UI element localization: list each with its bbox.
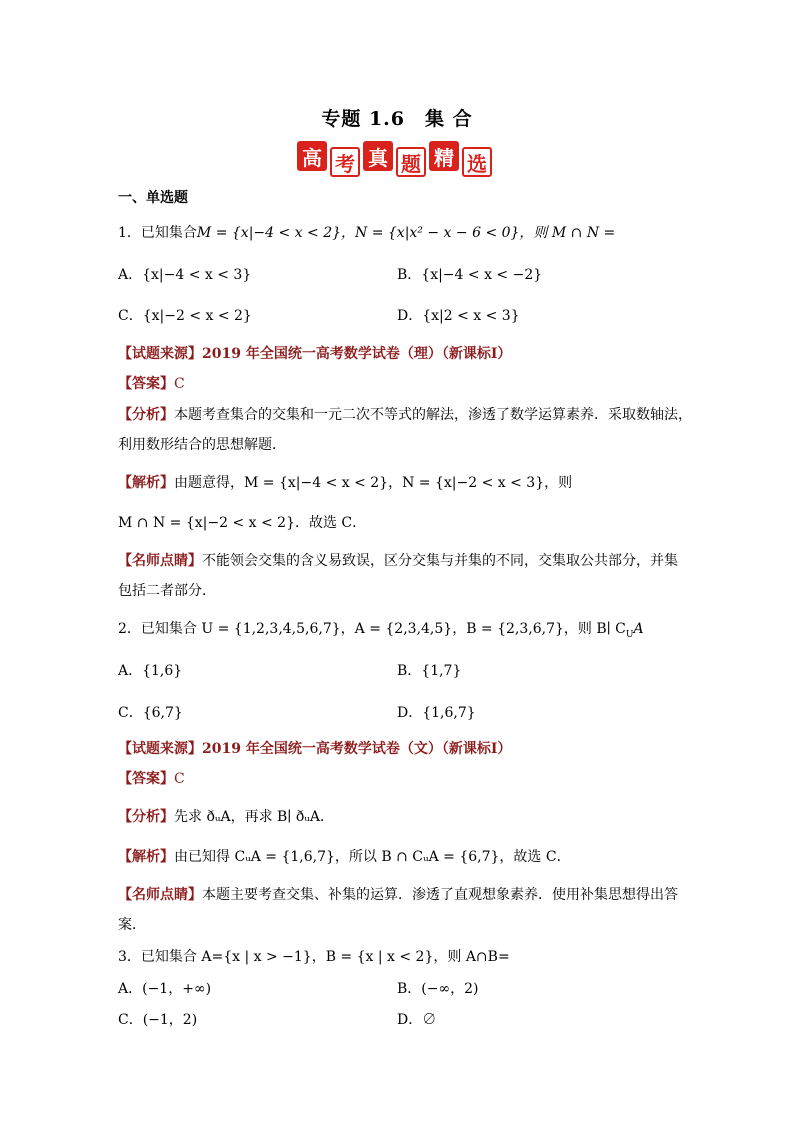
question-1-solution-cont: M ∩ N = {x|−2 < x < 2}．故选 C．	[118, 515, 367, 531]
question-2-analysis	[118, 806, 334, 826]
analysis-text: 本题考查集合的交集和一元二次不等式的解法，渗透了数学运算素养．采取数轴法，	[174, 407, 692, 423]
question-2-tip-cont: 案．	[118, 917, 146, 933]
question-1-analysis	[118, 404, 692, 424]
analysis-tag: 【分析】	[118, 407, 174, 423]
answer-tag: 【答案】	[118, 376, 174, 392]
question-2-source	[118, 738, 511, 758]
banner-char: 题	[396, 147, 426, 177]
solution-tag: 【解析】	[118, 475, 174, 491]
banner-char: 精	[429, 141, 459, 171]
question-2-tip	[118, 884, 678, 904]
question-2-option-c: C．{6,7}	[118, 705, 183, 721]
analysis-tag: 【分析】	[118, 809, 174, 825]
tip-tag: 【名师点睛】	[118, 887, 202, 903]
question-1-answer	[118, 373, 185, 393]
question-1-stem-math: M = {x|−4 < x < 2}，N = {x|x² − x − 6 < 0}，则 M ∩ N =	[196, 225, 616, 241]
question-2-option-b: B．{1,7}	[397, 663, 462, 679]
question-1-tip-cont: 包括二者部分．	[118, 583, 216, 599]
question-1-option-a: A．{x|−4 < x < 3}	[118, 267, 252, 283]
question-1-solution	[118, 472, 572, 492]
question-1-source	[118, 343, 511, 363]
solution-text: 由已知得 CᵤA = {1,6,7}，所以 B ∩ CᵤA = {6,7}，故选 C．	[174, 849, 571, 865]
question-2-option-d: D．{1,6,7}	[397, 705, 476, 721]
question-2-answer	[118, 768, 185, 788]
question-2-stem	[118, 618, 644, 640]
tip-text: 本题主要考查交集、补集的运算．渗透了直观想象素养．使用补集思想得出答	[202, 887, 678, 903]
banner-char: 考	[330, 147, 360, 177]
source-text: 2019 年全国统一高考数学试卷（理）（新课标Ⅰ）	[202, 346, 512, 362]
solution-tag: 【解析】	[118, 849, 174, 865]
answer-tag: 【答案】	[118, 771, 174, 787]
question-1-stem	[118, 222, 615, 242]
question-1-option-c: C．{x|−2 < x < 2}	[118, 308, 252, 324]
solution-text: 由题意得，M = {x|−4 < x < 2}，N = {x|−2 < x < 3}，则	[174, 475, 573, 491]
source-tag: 【试题来源】	[118, 346, 202, 362]
question-2-option-a: A．{1,6}	[118, 663, 183, 679]
source-text: 2019 年全国统一高考数学试卷（文）（新课标Ⅰ）	[202, 741, 512, 757]
question-1-option-d: D．{x|2 < x < 3}	[397, 308, 520, 324]
banner-char: 真	[363, 141, 393, 171]
question-3-option-b: B．(−∞，2)	[397, 981, 479, 997]
section-heading: 一、单选题	[118, 190, 188, 206]
question-3-option-a: A．(−1，+∞)	[118, 981, 212, 997]
question-1-analysis-cont: 利用数形结合的思想解题．	[118, 437, 286, 453]
exam-banner-logo	[297, 141, 492, 177]
question-1-tip	[118, 550, 678, 570]
question-2-stem-end: A	[633, 621, 644, 637]
question-1-stem-prefix: 1．已知集合	[118, 225, 197, 241]
question-3-stem: 3．已知集合 A={x | x > −1}，B = {x | x < 2}，则 A∩B=	[118, 949, 510, 965]
tip-text: 不能领会交集的含义易致误，区分交集与并集的不同，交集取公共部分，并集	[202, 553, 678, 569]
answer-text: C	[174, 376, 185, 392]
source-tag: 【试题来源】	[118, 741, 202, 757]
tip-tag: 【名师点睛】	[118, 553, 202, 569]
question-3-option-d: D．∅	[397, 1012, 437, 1028]
question-2-stem-sub: U	[625, 629, 634, 640]
banner-char: 高	[297, 141, 327, 171]
question-1-option-b: B．{x|−4 < x < −2}	[397, 267, 543, 283]
question-3-option-c: C．(−1，2)	[118, 1012, 198, 1028]
analysis-text: 先求 ðᵤA，再求 B∣ ðᵤA．	[174, 809, 334, 825]
question-2-solution	[118, 846, 571, 866]
answer-text: C	[174, 771, 185, 787]
page-title: 专题 1.6 集 合	[321, 108, 473, 130]
question-2-stem-text: 2．已知集合 U = {1,2,3,4,5,6,7}，A = {2,3,4,5}，B = {2,3,6,7}，则 B∣ C	[118, 621, 626, 637]
banner-char: 选	[462, 147, 492, 177]
